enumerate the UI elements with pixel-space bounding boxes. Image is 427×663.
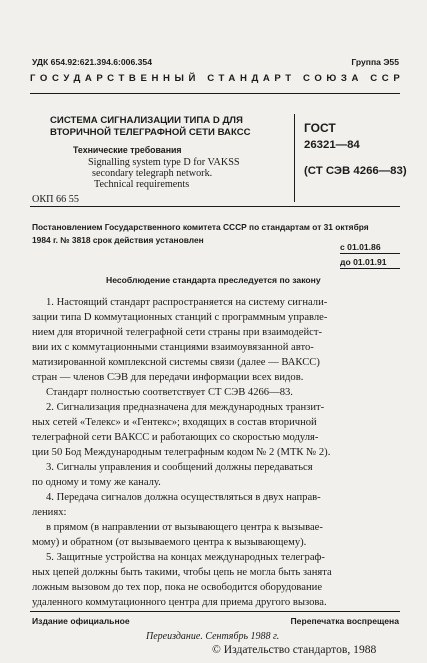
text-line: ных сетей «Телекс» и «Гентекс»; входящих в состав вторичной: [32, 417, 317, 428]
legal-warning: Несоблюдение стандарта преследуется по закону: [106, 275, 321, 285]
banner-divider: [30, 93, 400, 94]
document-title-line: СИСТЕМА СИГНАЛИЗАЦИИ ТИПА D ДЛЯ: [50, 115, 243, 126]
st-sev-reference: (СТ СЭВ 4266—83): [304, 165, 407, 177]
text-line: 2. Сигнализация предназначена для международных транзит-: [46, 402, 325, 413]
text-line: мому) и обратном (от вызываемого центра к вызывающему).: [32, 537, 307, 548]
effective-date-underline: [340, 253, 400, 254]
okp-code: ОКП 66 55: [32, 194, 79, 205]
text-line: стран — членов СЭВ для передачи информации всех видов.: [32, 372, 304, 383]
text-line: ции 50 Бод Международным телеграфным кодом № 2 (МТК № 2).: [32, 447, 331, 458]
english-title-line: secondary telegraph network.: [92, 168, 213, 179]
text-line: матизированной комплексной системы связи (далее — ВАКСС): [32, 357, 320, 368]
text-line: лениях:: [32, 507, 67, 518]
english-title-line: Technical requirements: [94, 179, 190, 190]
text-line: ложным вызовом до тех пор, пока не освободится оборудование: [32, 582, 323, 593]
state-standard-banner: ГОСУДАРСТВЕННЫЙ СТАНДАРТ СОЮЗА ССР: [30, 73, 405, 84]
effective-date-from: с 01.01.86: [340, 242, 381, 252]
text-line: 5. Защитные устройства на концах международных телеграф-: [46, 552, 325, 563]
paragraph-4: [32, 490, 400, 550]
document-title-line: ВТОРИЧНОЙ ТЕЛЕГРАФНОЙ СЕТИ ВАКСС: [50, 127, 251, 138]
paragraph-3: [32, 460, 400, 490]
document-subtitle: Технические требования: [73, 145, 182, 155]
reprint-prohibited-label: Перепечатка воспрещена: [290, 616, 399, 626]
gost-label: ГОСТ: [304, 121, 336, 135]
text-line: 4. Передача сигналов должна осуществляться в двух направ-: [46, 492, 321, 503]
reissue-note: Переиздание. Сентябрь 1988 г.: [146, 631, 280, 642]
text-line: зации типа D коммутационных станций с программным управле-: [32, 312, 328, 323]
paragraph-1: [32, 295, 400, 400]
text-line: Стандарт полностью соответствует СТ СЭВ 4266—83.: [46, 387, 293, 398]
text-line: нием для вторичной телеграфной сети страны при взаимодейст-: [32, 327, 323, 338]
effective-date-underline: [340, 268, 400, 269]
text-line: ных цепей должны быть такими, чтобы цепь не могла быть занята: [32, 567, 332, 578]
decree-line: 1984 г. № 3818 срок действия установлен: [32, 235, 204, 245]
text-line: 3. Сигналы управления и сообщений должны передаваться: [46, 462, 313, 473]
text-line: в прямом (в направлении от вызывающего центра к вызывае-: [46, 522, 323, 533]
gost-number: 26321—84: [304, 139, 360, 151]
text-line: вии их с коммутационными станциями взаимоувязанной авто-: [32, 342, 314, 353]
official-edition-label: Издание официальное: [32, 616, 130, 626]
title-block-vertical-rule: [294, 114, 295, 202]
text-line: 1. Настоящий стандарт распространяется на систему сигнали-: [46, 297, 328, 308]
text-line: телеграфной сети ВАКСС и работающих со скоростью модуля-: [32, 432, 319, 443]
english-title-line: Signalling system type D for VAKSS: [88, 157, 240, 168]
group-code: Группа Э55: [351, 57, 399, 67]
paragraph-2: [32, 400, 400, 460]
udc-code: УДК 654.92:621.394.6:006.354: [32, 57, 152, 67]
title-block-divider: [30, 206, 400, 207]
effective-date-to: до 01.01.91: [340, 257, 387, 267]
decree-line: Постановлением Государственного комитета СССР по стандартам от 31 октября: [32, 222, 369, 232]
copyright-line: © Издательство стандартов, 1988: [212, 643, 377, 656]
paragraph-5: [32, 550, 400, 610]
footer-divider: [30, 611, 400, 612]
text-line: по одному и тому же каналу.: [32, 477, 161, 488]
text-line: удаленного коммутационного центра для приема другого вызова.: [32, 597, 327, 608]
